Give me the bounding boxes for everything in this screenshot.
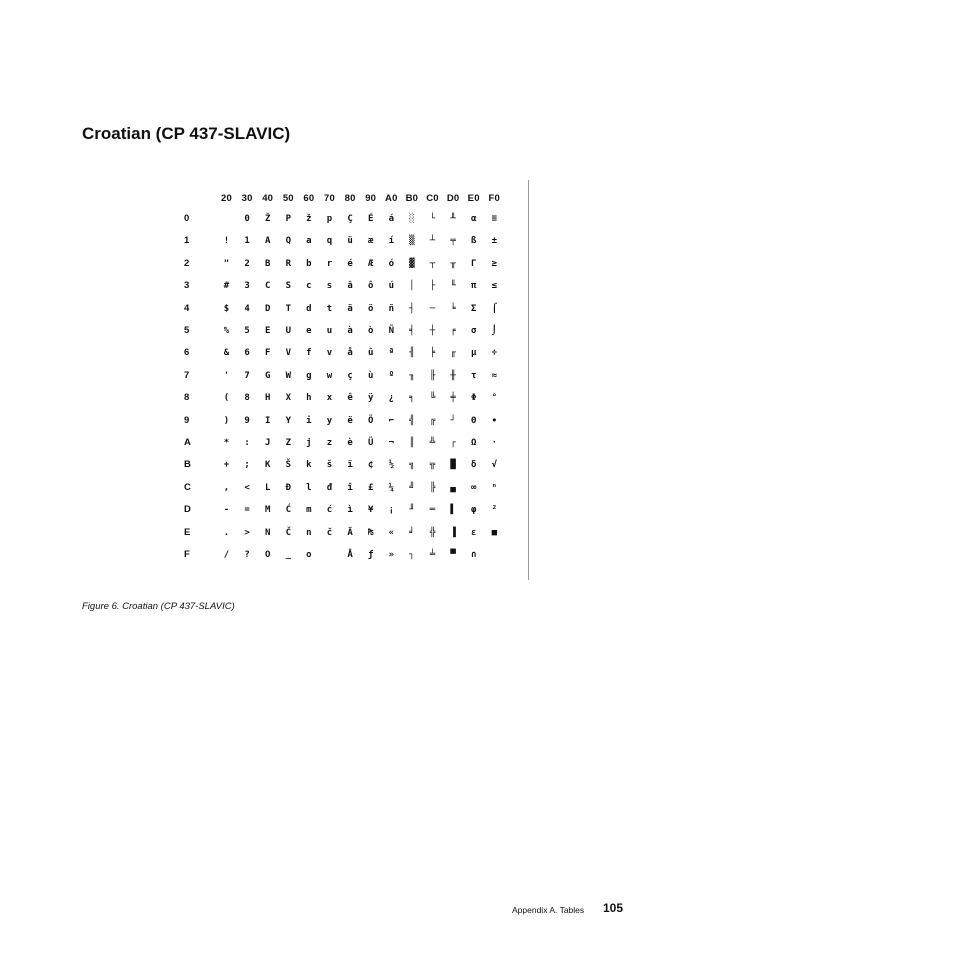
glyph-cell: Ž xyxy=(264,214,271,224)
glyph-cell: ┴ xyxy=(429,236,436,247)
column-header: 70 xyxy=(324,193,335,204)
glyph-cell: ╬ xyxy=(429,527,436,538)
glyph-cell: ╦ xyxy=(429,460,436,471)
glyph-cell: ( xyxy=(223,393,230,404)
row-header: D xyxy=(184,504,191,516)
glyph-cell: Ω xyxy=(470,438,477,448)
glyph-cell: L xyxy=(264,482,271,493)
glyph-cell: ε xyxy=(470,527,477,538)
glyph-cell: R xyxy=(285,258,291,269)
glyph-cell: - xyxy=(223,505,230,516)
glyph-cell: û xyxy=(367,348,374,359)
row-header: A xyxy=(184,437,191,448)
glyph-cell: 4 xyxy=(244,303,250,314)
glyph-cell: ╘ xyxy=(450,303,456,314)
row-header: 6 xyxy=(184,347,190,359)
glyph-cell: ¿ xyxy=(388,393,394,404)
glyph-cell: g xyxy=(306,370,312,381)
glyph-cell: ! xyxy=(223,236,230,247)
row-header: 3 xyxy=(184,280,190,292)
glyph-cell: A xyxy=(264,236,271,247)
glyph-cell: ╚ xyxy=(429,393,436,404)
glyph-cell: Y xyxy=(285,415,291,426)
glyph-cell: ? xyxy=(244,550,250,560)
glyph-cell: ª xyxy=(388,348,394,359)
glyph-cell: H xyxy=(264,393,271,404)
glyph-cell: Š xyxy=(285,460,291,471)
glyph-cell: C xyxy=(264,281,271,292)
glyph-cell: í xyxy=(388,236,394,247)
glyph-cell: ò xyxy=(367,326,374,336)
glyph-cell: ╤ xyxy=(450,236,456,247)
glyph-cell: » xyxy=(388,550,394,560)
glyph-cell: F xyxy=(264,348,271,359)
glyph-cell: π xyxy=(470,281,477,292)
glyph-cell: ╣ xyxy=(409,415,415,426)
glyph-cell: 5 xyxy=(244,326,250,336)
glyph-cell: ⁿ xyxy=(491,482,497,493)
glyph-cell: ╓ xyxy=(450,348,456,359)
glyph-cell: ù xyxy=(367,370,374,381)
column-header: F0 xyxy=(488,193,501,204)
glyph-cell: ï xyxy=(347,460,353,471)
glyph-cell: ì xyxy=(347,505,353,516)
row-header: F xyxy=(184,549,190,560)
glyph-cell: ≈ xyxy=(491,370,497,381)
glyph-cell: 7 xyxy=(244,370,250,381)
row-header: 2 xyxy=(184,257,190,269)
glyph-cell: σ xyxy=(470,326,477,336)
footer-label: Appendix A. Tables xyxy=(512,905,585,915)
glyph-cell: ╪ xyxy=(450,393,456,404)
glyph-cell: ▓ xyxy=(409,258,415,269)
glyph-cell: « xyxy=(388,527,394,538)
glyph-cell: ⌡ xyxy=(491,326,497,336)
figure-caption: Figure 6. Croatian (CP 437-SLAVIC) xyxy=(82,601,235,612)
row-header: 7 xyxy=(184,369,190,381)
glyph-cell: = xyxy=(244,505,250,516)
glyph-cell: ½ xyxy=(388,460,394,471)
glyph-cell: 0 xyxy=(244,214,250,224)
glyph-cell: ß xyxy=(470,236,477,247)
glyph-cell: ≡ xyxy=(491,214,497,224)
glyph-cell: ░ xyxy=(409,214,415,224)
glyph-cell: ∩ xyxy=(470,550,477,560)
row-header: E xyxy=(184,526,191,538)
glyph-cell: ╛ xyxy=(409,527,415,538)
glyph-cell: Σ xyxy=(470,303,477,314)
glyph-cell: ÷ xyxy=(491,348,497,359)
glyph-cell: k xyxy=(306,460,312,471)
glyph-cell: Ö xyxy=(367,415,374,426)
glyph-cell: è xyxy=(347,438,353,448)
glyph-cell: V xyxy=(285,348,291,359)
glyph-cell: ■ xyxy=(491,527,497,538)
glyph-cell: ▀ xyxy=(450,550,456,560)
row-header: 0 xyxy=(184,213,190,224)
glyph-cell: ╫ xyxy=(450,370,456,381)
page-number: 105 xyxy=(603,901,624,915)
glyph-cell: ┌ xyxy=(450,438,456,448)
glyph-cell: ╝ xyxy=(409,482,415,493)
glyph-cell: v xyxy=(326,348,333,359)
glyph-cell: M xyxy=(264,505,271,516)
glyph-cell: à xyxy=(347,326,353,336)
glyph-cell: z xyxy=(326,438,333,448)
glyph-cell: č xyxy=(326,527,333,538)
glyph-cell: & xyxy=(223,348,230,359)
glyph-cell: ⌐ xyxy=(388,415,394,426)
glyph-cell: ∙ xyxy=(491,415,497,426)
glyph-cell: ═ xyxy=(429,505,436,516)
glyph-cell: £ xyxy=(367,482,374,493)
glyph-cell: ┤ xyxy=(409,303,415,314)
glyph-cell: 8 xyxy=(244,393,250,404)
glyph-cell: 2 xyxy=(244,258,250,269)
glyph-cell: ┐ xyxy=(409,550,415,560)
glyph-cell: Đ xyxy=(285,482,291,493)
glyph-cell: ┬ xyxy=(429,258,436,269)
glyph-cell: ▒ xyxy=(409,236,415,247)
column-header: C0 xyxy=(426,193,439,204)
glyph-cell: ╠ xyxy=(429,482,436,493)
glyph-cell: m xyxy=(306,505,312,516)
glyph-cell: $ xyxy=(223,303,230,314)
glyph-cell: Č xyxy=(285,527,291,538)
glyph-cell: ä xyxy=(347,303,353,314)
glyph-cell: " xyxy=(223,258,230,269)
column-header: B0 xyxy=(405,193,419,204)
glyph-cell: w xyxy=(326,370,333,381)
glyph-cell: Q xyxy=(285,236,291,247)
glyph-cell: 6 xyxy=(244,348,250,359)
glyph-cell: i xyxy=(306,415,312,426)
glyph-cell: Ç xyxy=(347,214,353,224)
glyph-cell: ö xyxy=(367,303,374,314)
glyph-cell: # xyxy=(223,281,230,292)
glyph-cell: é xyxy=(347,258,353,269)
glyph-cell: ₧ xyxy=(367,527,374,538)
glyph-cell: ╖ xyxy=(409,370,415,381)
glyph-cell: ë xyxy=(347,415,353,426)
glyph-cell: ) xyxy=(223,415,230,426)
glyph-cell: å xyxy=(347,348,353,359)
glyph-cell: X xyxy=(285,393,291,404)
glyph-cell: ¼ xyxy=(388,482,394,493)
glyph-cell: Z xyxy=(285,438,291,448)
glyph-cell: ╗ xyxy=(409,460,415,471)
glyph-cell: ─ xyxy=(429,303,436,314)
glyph-cell: . xyxy=(223,527,230,538)
glyph-cell: : xyxy=(244,438,250,448)
glyph-cell: ▐ xyxy=(450,527,456,538)
glyph-cell: S xyxy=(285,281,291,292)
glyph-cell: I xyxy=(264,415,271,426)
glyph-cell: ╧ xyxy=(429,550,436,560)
glyph-cell: ó xyxy=(388,258,394,269)
glyph-cell: º xyxy=(388,370,394,381)
glyph-cell: │ xyxy=(409,281,415,292)
glyph-cell: ╩ xyxy=(429,438,436,448)
glyph-cell: đ xyxy=(326,482,333,493)
glyph-cell: Æ xyxy=(367,258,374,269)
glyph-cell: f xyxy=(306,348,312,359)
glyph-cell: T xyxy=(285,303,291,314)
glyph-cell: O xyxy=(264,550,271,560)
glyph-cell: æ xyxy=(367,236,374,247)
glyph-cell: G xyxy=(264,370,271,381)
column-header: 80 xyxy=(344,193,356,204)
row-header: C xyxy=(184,481,191,493)
glyph-cell: ║ xyxy=(409,438,415,448)
glyph-cell: J xyxy=(264,438,271,448)
glyph-cell: ╒ xyxy=(450,326,456,336)
glyph-cell: ¢ xyxy=(367,460,374,471)
row-header: B xyxy=(184,459,191,471)
glyph-cell: Γ xyxy=(470,258,477,269)
glyph-cell: d xyxy=(306,303,312,314)
glyph-cell: á xyxy=(388,214,394,224)
glyph-cell: ° xyxy=(491,393,497,404)
glyph-cell: E xyxy=(264,326,271,336)
glyph-cell: 1 xyxy=(244,236,250,247)
row-header: 1 xyxy=(184,235,190,247)
glyph-cell: Θ xyxy=(470,415,477,426)
glyph-cell: ¡ xyxy=(388,505,394,516)
glyph-cell: P xyxy=(285,214,291,224)
glyph-cell: ¥ xyxy=(367,505,374,516)
glyph-cell: t xyxy=(326,303,333,314)
glyph-cell: █ xyxy=(450,460,456,471)
glyph-cell: ╜ xyxy=(409,505,415,516)
glyph-cell: ╡ xyxy=(409,326,415,336)
glyph-cell: ; xyxy=(244,460,250,471)
glyph-cell: ╥ xyxy=(450,258,456,269)
glyph-cell: o xyxy=(306,550,312,560)
glyph-cell: U xyxy=(285,326,291,336)
glyph-cell: c xyxy=(306,281,312,292)
glyph-cell: ¬ xyxy=(388,438,394,448)
glyph-cell: a xyxy=(306,236,312,247)
glyph-cell: l xyxy=(306,482,312,493)
glyph-cell: ├ xyxy=(429,281,436,292)
glyph-cell: ┼ xyxy=(429,326,436,336)
glyph-cell: e xyxy=(306,326,312,336)
glyph-cell: ▌ xyxy=(450,505,456,516)
glyph-cell: x xyxy=(326,393,333,404)
glyph-cell: _ xyxy=(285,550,291,560)
glyph-cell: ² xyxy=(491,505,497,516)
row-header: 5 xyxy=(184,325,190,336)
glyph-cell: > xyxy=(244,527,250,538)
glyph-cell: K xyxy=(264,460,271,471)
glyph-cell: ê xyxy=(347,393,353,404)
glyph-cell: % xyxy=(223,326,230,336)
glyph-cell: n xyxy=(306,527,312,538)
glyph-cell: ⌠ xyxy=(491,303,497,314)
glyph-cell: · xyxy=(491,438,497,448)
glyph-cell: š xyxy=(326,460,333,471)
glyph-cell: τ xyxy=(470,370,477,381)
glyph-cell: Φ xyxy=(470,393,477,404)
column-header: E0 xyxy=(467,193,480,204)
column-header: D0 xyxy=(446,193,460,204)
glyph-cell: b xyxy=(306,258,312,269)
glyph-cell: ╨ xyxy=(450,214,456,224)
glyph-cell: δ xyxy=(470,460,477,471)
glyph-cell: D xyxy=(264,303,271,314)
column-header: 60 xyxy=(303,193,315,204)
glyph-cell: B xyxy=(264,258,271,269)
glyph-cell: Ü xyxy=(367,438,374,448)
glyph-cell: ∞ xyxy=(470,482,477,493)
glyph-cell: p xyxy=(326,214,333,224)
margin-rule xyxy=(528,180,529,580)
glyph-cell: ú xyxy=(388,281,394,292)
section-title: Croatian (CP 437-SLAVIC) xyxy=(82,124,291,143)
glyph-cell: î xyxy=(347,482,353,493)
glyph-cell: ╕ xyxy=(409,393,415,404)
glyph-cell: W xyxy=(285,370,291,381)
row-header: 4 xyxy=(184,302,190,314)
glyph-cell: * xyxy=(223,438,230,448)
glyph-cell: 3 xyxy=(244,281,250,292)
code-page-table xyxy=(178,188,508,570)
glyph-cell: y xyxy=(326,415,333,426)
glyph-cell: ╢ xyxy=(409,348,415,359)
glyph-cell: â xyxy=(347,281,353,292)
glyph-cell: ô xyxy=(367,281,374,292)
glyph-cell: ╞ xyxy=(429,348,436,359)
glyph-cell: s xyxy=(326,281,333,292)
glyph-cell: ' xyxy=(223,370,230,381)
glyph-cell: u xyxy=(326,326,333,336)
glyph-cell: µ xyxy=(470,348,477,359)
glyph-cell: ü xyxy=(347,236,353,247)
glyph-cell: φ xyxy=(470,505,477,516)
glyph-cell: α xyxy=(470,214,477,224)
column-header: A0 xyxy=(385,193,398,204)
glyph-cell: ƒ xyxy=(367,550,374,560)
glyph-cell: √ xyxy=(491,460,497,471)
glyph-cell: / xyxy=(223,550,230,560)
glyph-cell: r xyxy=(326,258,333,269)
glyph-cell: + xyxy=(223,460,230,471)
column-header: 40 xyxy=(262,193,274,204)
glyph-cell: 9 xyxy=(244,415,250,426)
glyph-cell: Å xyxy=(347,550,353,560)
glyph-cell: h xyxy=(306,393,312,404)
glyph-cell: ▄ xyxy=(450,482,456,493)
glyph-cell: ç xyxy=(347,370,353,381)
glyph-cell: ╔ xyxy=(429,415,436,426)
glyph-cell: Ä xyxy=(347,527,353,538)
column-header: 20 xyxy=(221,193,232,204)
column-header: 50 xyxy=(282,193,294,204)
glyph-cell: ≥ xyxy=(491,258,497,269)
glyph-cell: , xyxy=(223,482,230,493)
glyph-cell: j xyxy=(306,438,312,448)
glyph-cell: ć xyxy=(326,505,333,516)
glyph-cell: ┘ xyxy=(450,415,456,426)
column-header: 30 xyxy=(241,193,253,204)
glyph-cell: Ñ xyxy=(388,326,394,336)
glyph-cell: É xyxy=(367,214,374,224)
column-header: 90 xyxy=(365,193,377,204)
glyph-cell: ñ xyxy=(388,303,394,314)
row-header: 9 xyxy=(184,414,190,426)
glyph-cell: └ xyxy=(429,214,436,224)
glyph-cell: N xyxy=(264,527,271,538)
glyph-cell: ž xyxy=(306,214,312,224)
glyph-cell: ± xyxy=(491,236,497,247)
glyph-cell: Ć xyxy=(285,505,291,516)
glyph-cell: ≤ xyxy=(491,281,497,292)
row-header: 8 xyxy=(184,392,190,404)
glyph-cell: ╟ xyxy=(429,370,436,381)
glyph-cell: ÿ xyxy=(367,393,374,404)
glyph-cell: ╙ xyxy=(450,281,456,292)
glyph-cell: < xyxy=(244,482,250,493)
glyph-cell: q xyxy=(326,236,333,247)
